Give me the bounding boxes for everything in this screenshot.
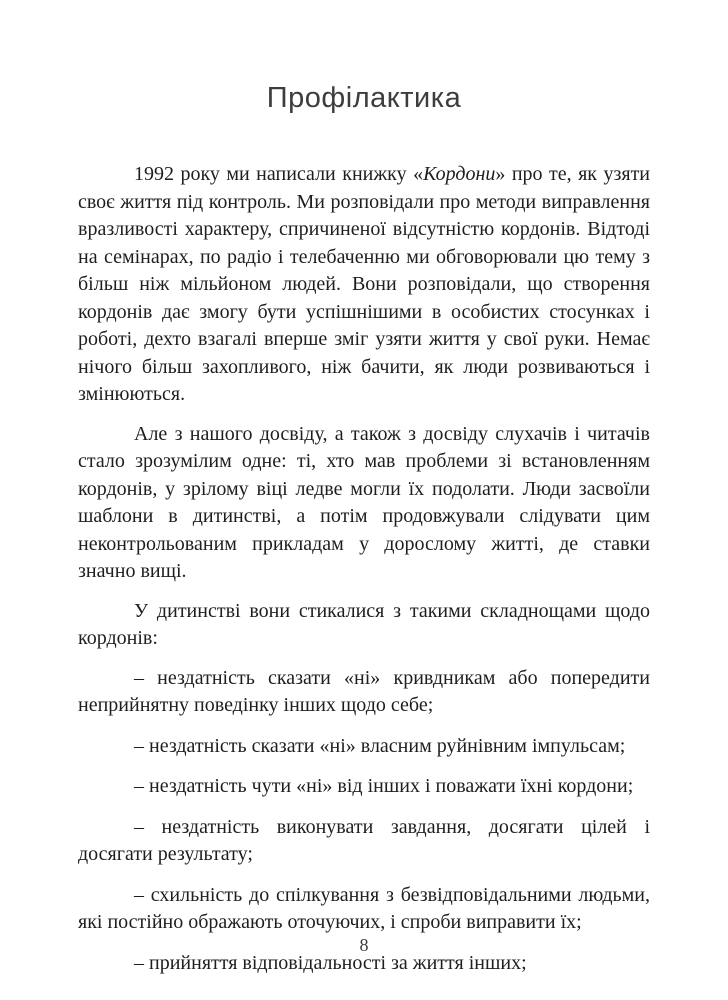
paragraph-1-before: 1992 року ми написали книжку « bbox=[134, 163, 424, 185]
book-title-italic: Кордони bbox=[423, 163, 496, 185]
list-item: – нездатність сказати «ні» власним руйнівним імпульсам; bbox=[134, 734, 626, 757]
paragraph-experience: Але з нашого досвіду, а також з досвіду слухачів і читачів стало зрозумілим одне: ті, хто мав проблеми зі встановленням кордонів, у зрілому віці ледве могли їх подолати. Люди засвоїли шаблони в дитинстві, а потім продовжували слідувати цим неконтрольованим прикладам у дорослому житті, де ставки значно вищі. bbox=[78, 422, 650, 582]
chapter-title: Профілактика bbox=[266, 82, 462, 114]
list-item: – нездатність виконувати завдання, досягати цілей і досягати результату; bbox=[78, 815, 650, 865]
paragraph-1-after: » про те, як узяти своє життя під контроль. Ми розповідали про методи виправлення вразливості характеру, спричиненої відсутністю кордонів. Відтоді на семінарах, по радіо і телебаченню ми обговорювали цю тему з більш ніж мільйоном людей. Вони розповідали, що створення кордонів дає змогу бути успішнішими в особистих стосунках і роботі, дехто взагалі вперше зміг узяти життя у свої руки. Немає нічого більш захопливого, ніж бачити, як люди розвиваються і змінюються. bbox=[78, 163, 651, 405]
list-item: – нездатність чути «ні» від інших і поважати їхні кордони; bbox=[134, 775, 634, 797]
paragraph-1992-book bbox=[78, 161, 650, 409]
page-number: 8 bbox=[359, 935, 369, 955]
list-item: – схильність до спілкування з безвідповідальними людьми, які постійно ображають оточуючих, і спроби виправити їх; bbox=[78, 883, 650, 933]
body-text bbox=[78, 161, 650, 977]
list-item: – нездатність сказати «ні» кривдникам або попередити неприйнятну поведінку інших щодо себе; bbox=[78, 666, 650, 716]
list-item: – прийняття відповідальності за життя інших; bbox=[134, 951, 527, 974]
paragraph-childhood-intro: У дитинстві вони стикалися з такими складнощами щодо кордонів: bbox=[78, 599, 650, 649]
